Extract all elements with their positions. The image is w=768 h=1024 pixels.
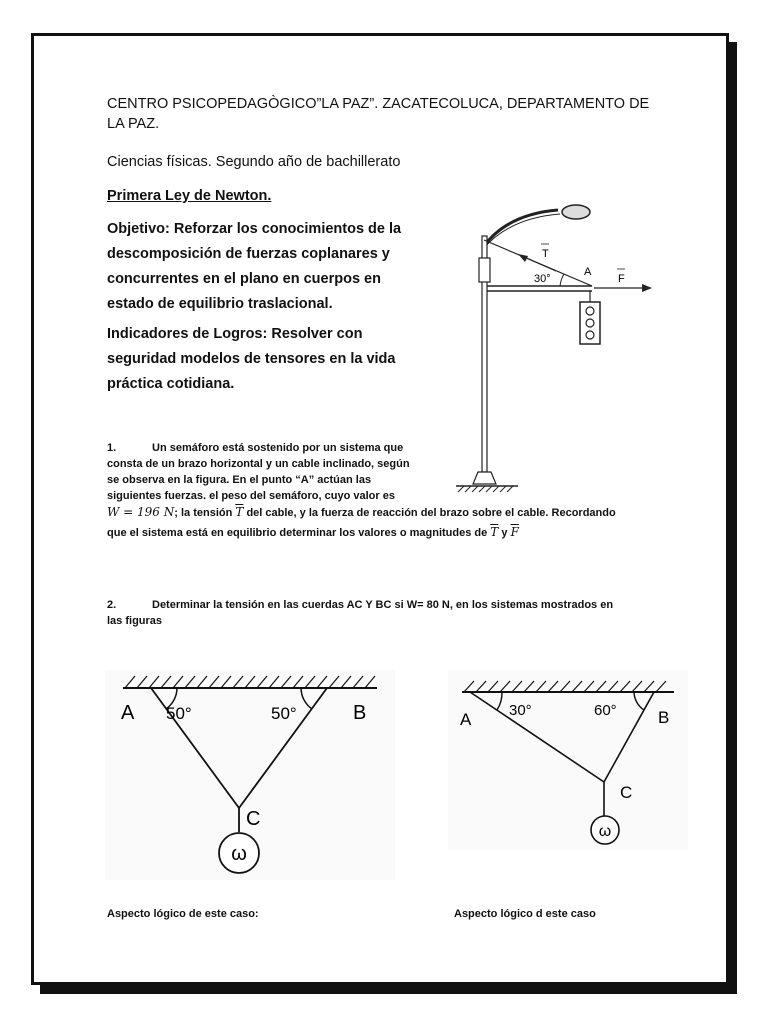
problem-1-line [107, 440, 667, 456]
label-a: A [121, 702, 135, 724]
header-line-2: LA PAZ. [107, 116, 160, 132]
conjunction: y [501, 527, 508, 539]
caption-left: Aspecto lógico de este caso: [107, 908, 259, 920]
page-title: Primera Ley de Newton. [107, 188, 272, 204]
objective-line: descomposición de fuerzas coplanares y [107, 246, 390, 262]
lamp-head [562, 205, 590, 219]
angle-arc-left [497, 692, 502, 710]
tension-arrowhead [518, 254, 528, 262]
indicators-block [107, 322, 437, 397]
label-c: C [620, 783, 633, 802]
label-b: B [658, 708, 670, 727]
problem-1-text: ; la tensión [174, 507, 233, 519]
angle-arc-right [634, 692, 644, 710]
problem-1-text: del cable, y la fuerza de reacción del brazo sobre el cable. Recordando [246, 507, 616, 519]
school-header [107, 94, 667, 134]
problem-1 [107, 440, 667, 541]
indicator-line: Indicadores de Logros: Resolver con [107, 326, 363, 342]
ceiling-hatch [125, 676, 375, 688]
angle-left-label: 30° [509, 702, 532, 719]
subject-line: Ciencias físicas. Segundo año de bachillerato [107, 154, 401, 170]
ceiling-hatch [464, 681, 666, 692]
problem-1-line: siguientes fuerzas. el peso del semáforo, cuyo valor es [107, 490, 395, 502]
rope-ac [470, 692, 604, 782]
objective-line: estado de equilibrio traslacional. [107, 296, 333, 312]
weight-symbol: ω [598, 823, 612, 840]
label-t: T [542, 248, 549, 260]
problem-2-line: las figuras [107, 615, 163, 627]
angle-arc [560, 274, 564, 286]
pole-bracket [479, 258, 490, 282]
label-b: B [353, 702, 367, 724]
objective-line: Objetivo: Reforzar los conocimientos de la [107, 221, 402, 237]
yellow-lamp [586, 319, 594, 327]
vector-t: $\overline{T}$ [235, 505, 244, 519]
vector-t: $\overline{T}$ [490, 525, 499, 539]
label-a: A [460, 710, 472, 729]
angle-left-label: 50° [166, 704, 192, 723]
figure-30-60 [448, 670, 688, 850]
problem-1-number: 1. [107, 442, 117, 454]
angle-right-label: 60° [594, 702, 617, 719]
weight-formula: W = 196 N [107, 505, 175, 519]
problem-1-text: Un semáforo está sostenido por un sistema que [152, 442, 404, 454]
force-arrowhead [642, 284, 652, 292]
problem-2-line [107, 597, 667, 613]
objective-line: concurrentes en el plano en cuerpos en [107, 271, 381, 287]
problem-1-line [107, 504, 667, 521]
caption-right: Aspecto lógico d este caso [454, 908, 596, 920]
header-line-1: CENTRO PSICOPEDAGÒGICO”LA PAZ”. ZACATECOLUCA, DEPARTAMENTO DE [107, 96, 650, 112]
angle-right-label: 50° [271, 704, 297, 723]
angle-label: 30° [534, 273, 551, 285]
tension-arrow [524, 257, 556, 271]
label-a: A [584, 266, 592, 278]
problem-2-text: Determinar la tensión en las cuerdas AC Y BC si W= 80 N, en los sistemas mostrados en [152, 599, 614, 611]
figure-50-50 [105, 670, 395, 880]
vector-f: $\overline{F}$ [510, 525, 519, 539]
green-lamp [586, 331, 594, 339]
angle-arc-right [301, 688, 312, 709]
red-lamp [586, 307, 594, 315]
problem-1-line: consta de un brazo horizontal y un cable inclinado, según [107, 458, 410, 470]
indicator-line: seguridad modelos de tensores en la vida [107, 351, 396, 367]
problem-2 [107, 597, 667, 629]
objective-block [107, 217, 437, 317]
rope-ac [151, 688, 239, 808]
problem-1-line [107, 524, 667, 541]
problem-1-text: que el sistema está en equilibrio determinar los valores o magnitudes de [107, 527, 488, 539]
problem-1-line: se observa en la figura. En el punto “A” actúan las [107, 474, 372, 486]
weight-symbol: ω [231, 843, 247, 865]
problem-2-number: 2. [107, 599, 117, 611]
indicator-line: práctica cotidiana. [107, 376, 235, 392]
label-c: C [246, 808, 261, 830]
label-f: F [618, 273, 625, 285]
